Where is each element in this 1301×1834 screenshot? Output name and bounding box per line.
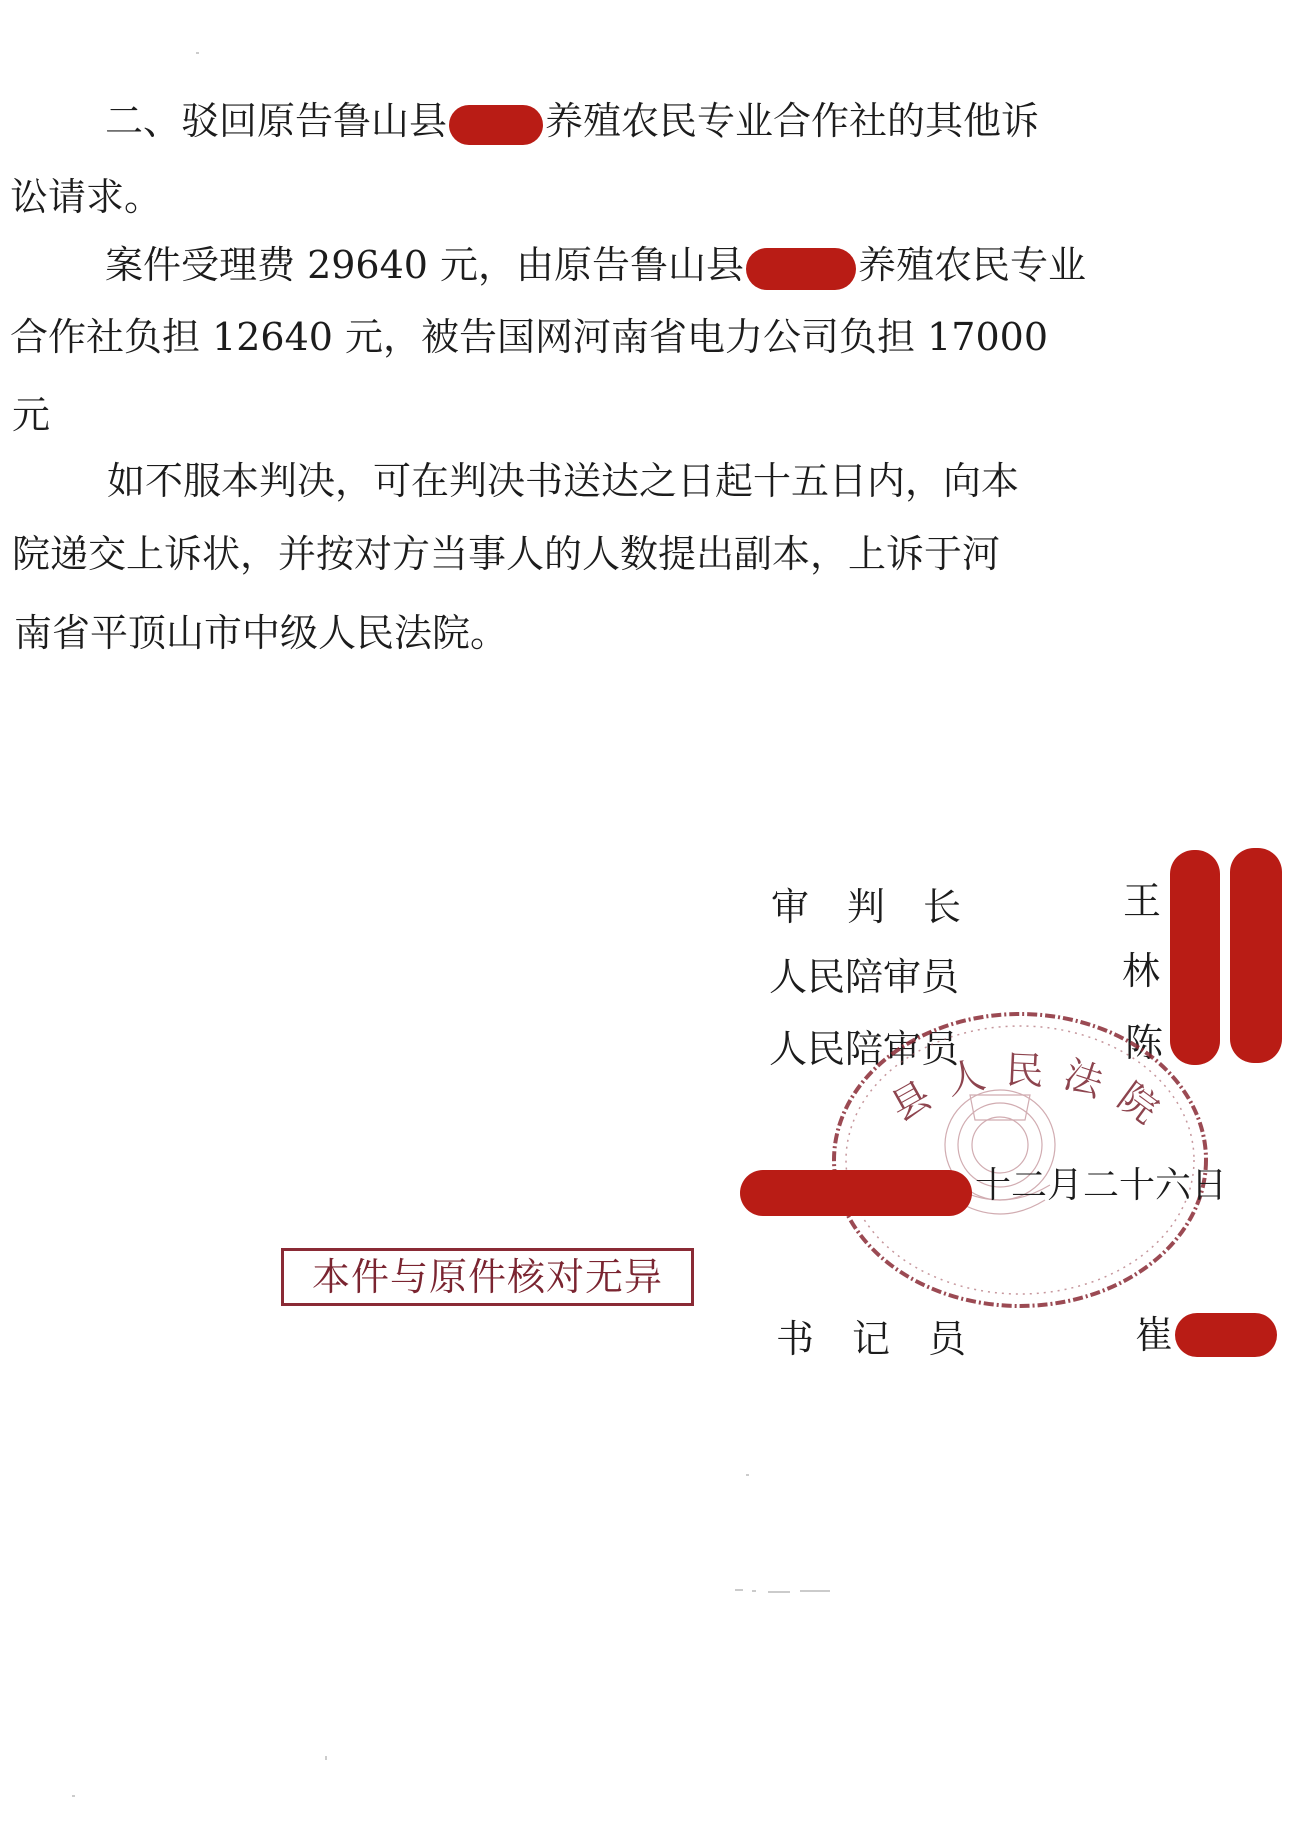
- text-segment: 养殖农民专业: [858, 243, 1087, 287]
- fee-line-3: [12, 393, 51, 437]
- appeal-line-1: [107, 459, 1020, 503]
- judgment-line-2: [10, 175, 163, 219]
- judgment-date: 十二月二十六日: [975, 1165, 1228, 1206]
- text-segment: 合作社负担 12640 元，被告国网河南省电力公司负担 17000: [10, 315, 1049, 359]
- redaction-mark: [746, 248, 856, 290]
- redaction-mark: [449, 105, 543, 145]
- text-segment: 二、驳回原告鲁山县: [105, 99, 448, 143]
- presiding-judge-name: 王: [1123, 879, 1162, 923]
- juror1-name: 林: [1122, 949, 1161, 993]
- fee-line-1: [105, 243, 1087, 290]
- presiding-judge-title: 审 判 长: [771, 885, 962, 929]
- text-segment: 如不服本判决，可在判决书送达之日起十五日内，向本: [107, 459, 1020, 503]
- text-segment: 案件受理费 29640 元，由原告鲁山县: [105, 243, 745, 287]
- verification-stamp: 本件与原件核对无异: [281, 1248, 694, 1306]
- fee-line-2: [10, 315, 1049, 359]
- clerk-title: 书 记 员: [776, 1317, 967, 1361]
- text-segment: 元: [12, 393, 51, 437]
- redaction-mark: [1175, 1313, 1277, 1357]
- juror2-title: 人民陪审员: [769, 1027, 960, 1071]
- clerk-name: 崔: [1135, 1313, 1174, 1357]
- judgment-line-1: [105, 99, 1040, 145]
- text-segment: 院递交上诉状，并按对方当事人的人数提出副本，上诉于河: [12, 532, 1001, 576]
- juror2-name: 陈: [1125, 1021, 1164, 1065]
- svg-text:县人民法院: [884, 1050, 1180, 1143]
- redaction-mark: [1230, 848, 1282, 1063]
- court-seal: [820, 1000, 1220, 1320]
- seal-text: 县人民法院: [884, 1049, 1181, 1143]
- juror1-title: 人民陪审员: [769, 955, 960, 999]
- appeal-line-3: [14, 611, 509, 655]
- text-segment: 南省平顶山市中级人民法院。: [14, 611, 509, 655]
- text-segment: 养殖农民专业合作社的其他诉: [545, 99, 1040, 143]
- text-segment: 讼请求。: [10, 175, 163, 219]
- redaction-mark: [740, 1170, 972, 1216]
- appeal-line-2: [12, 532, 1001, 576]
